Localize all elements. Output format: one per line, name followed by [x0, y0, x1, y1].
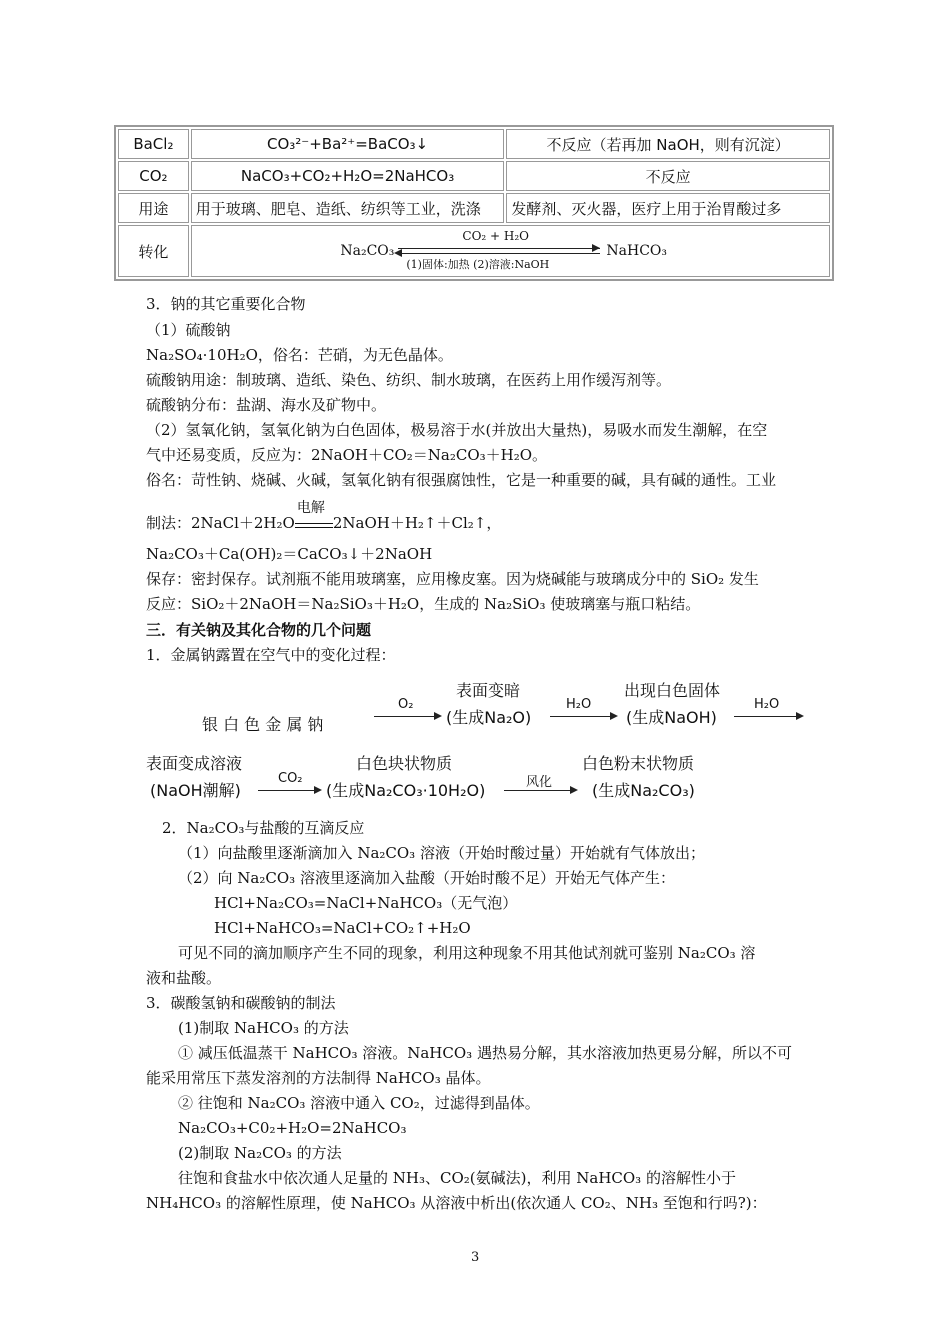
table-cell: 用于玻璃、肥皂、造纸、纺织等工业，洗涤 — [191, 193, 505, 223]
paragraph: (1)制取 NaHCO₃ 的方法 — [178, 1019, 349, 1037]
paragraph: NH₄HCO₃ 的溶解性原理，使 NaHCO₃ 从溶液中析出(依次通人 CO₂、NH₃ 至饱和行吗?)： — [146, 1194, 767, 1212]
equals-line-top — [295, 523, 333, 524]
table-row — [118, 161, 830, 191]
table-cell: NaCO₃+CO₂+H₂O=2NaHCO₃ — [191, 161, 505, 191]
equation: HCl+NaHCO₃=NaCl+CO₂↑+H₂O — [214, 919, 471, 937]
paragraph: 液和盐酸。 — [146, 969, 222, 987]
row-label: 用途 — [118, 193, 189, 223]
flow-arrow-head — [610, 712, 618, 720]
flow-node: (NaOH潮解) — [150, 781, 241, 800]
flow-arrow-line — [550, 716, 614, 717]
flow-node-top: 表面变成溶液 — [146, 754, 243, 773]
paragraph: 硫酸钠分布：盐湖、海水及矿物中。 — [146, 396, 387, 414]
paragraph: （2）氢氧化钠，氢氧化钠为白色固体，极易溶于水(并放出大量热)，易吸水而发生潮解，在空 — [146, 421, 768, 439]
row-label: CO₂ — [118, 161, 189, 191]
section-heading: 3．钠的其它重要化合物 — [146, 295, 306, 313]
question-heading: 1．金属钠露置在空气中的变化过程： — [146, 646, 396, 664]
paragraph: Na₂SO₄·10H₂O，俗名：芒硝，为无色晶体。 — [146, 346, 453, 364]
table-cell: CO₃²⁻+Ba²⁺=BaCO₃↓ — [191, 129, 505, 159]
paragraph: ② 往饱和 Na₂CO₃ 溶液中通入 CO₂，过滤得到晶体。 — [178, 1094, 540, 1112]
paragraph: (2)制取 Na₂CO₃ 的方法 — [178, 1144, 342, 1162]
flow-node: (生成Na₂CO₃·10H₂O) — [326, 781, 486, 800]
flow-node: (生成NaOH) — [626, 708, 717, 727]
electrolysis-label: 电解 — [296, 500, 325, 516]
conversion-bottom: (1)固体:加热 (2)溶液:NaOH — [406, 258, 550, 271]
flow-arrow-label: CO₂ — [278, 771, 303, 786]
flow-arrow-line — [258, 790, 318, 791]
flow-node-top: 白色粉末状物质 — [582, 754, 695, 773]
flow-node-top: 出现白色固体 — [624, 681, 721, 700]
flow-arrow-label: H₂O — [754, 697, 780, 712]
flow-arrow-head — [570, 786, 578, 794]
equation-left: 制法：2NaCl＋2H₂O — [146, 514, 295, 532]
flow-arrow-head — [314, 786, 322, 794]
equation-right: 2NaOH＋H₂↑＋Cl₂↑， — [332, 514, 502, 532]
flow-arrow-line — [374, 716, 438, 717]
reverse-arrow-line — [398, 253, 600, 254]
conversion-cell — [191, 225, 830, 277]
flow-node-top: 表面变暗 — [456, 681, 521, 700]
page-number: 3 — [471, 1250, 480, 1265]
flow-node-top: 白色块状物质 — [356, 754, 453, 773]
paragraph: 俗名：苛性钠、烧碱、火碱，氢氧化钠有很强腐蚀性，它是一种重要的碱，具有碱的通性。工业 — [146, 471, 777, 489]
forward-arrow-line — [398, 248, 600, 249]
flow-arrow-label: O₂ — [398, 697, 414, 712]
paragraph: 气中还易变质，反应为：2NaOH＋CO₂＝Na₂CO₃＋H₂O。 — [146, 446, 548, 464]
table-row — [118, 129, 830, 159]
paragraph: 硫酸钠用途：制玻璃、造纸、染色、纺织、制水玻璃，在医药上用作缓泻剂等。 — [146, 371, 672, 389]
flow-arrow-line — [504, 790, 574, 791]
conversion-top: CO₂ + H₂O — [462, 229, 530, 243]
paragraph: （2）向 Na₂CO₃ 溶液里逐滴加入盐酸（开始时酸不足）开始无气体产生： — [178, 869, 675, 887]
paragraph — [146, 500, 502, 533]
conversion-diagram — [340, 229, 680, 273]
table-cell: 不反应（若再加 NaOH，则有沉淀） — [506, 129, 830, 159]
paragraph: 反应：SiO₂＋2NaOH＝Na₂SiO₃＋H₂O，生成的 Na₂SiO₃ 使玻璃塞与瓶口粘结。 — [146, 595, 701, 613]
table-cell: 发酵剂、灭火器，医疗上用于治胃酸过多 — [506, 193, 830, 223]
paragraph: ① 减压低温蒸干 NaHCO₃ 溶液。NaHCO₃ 遇热易分解，其水溶液加热更易分解，所以不可 — [178, 1044, 792, 1062]
flow-arrow-label: H₂O — [566, 697, 592, 712]
part-heading: 三．有关钠及其化合物的几个问题 — [146, 621, 372, 639]
paragraph: Na₂CO₃＋Ca(OH)₂＝CaCO₃↓＋2NaOH — [146, 545, 433, 563]
flow-arrow-label: 风化 — [526, 775, 553, 790]
flow-node: (生成Na₂CO₃) — [592, 781, 695, 800]
paragraph: （1）向盐酸里逐渐滴加入 Na₂CO₃ 溶液（开始时酸过量）开始就有气体放出； — [178, 844, 705, 862]
paragraph: 保存：密封保存。试剂瓶不能用玻璃塞，应用橡皮塞。因为烧碱能与玻璃成分中的 SiO₂ 发生 — [146, 570, 759, 588]
forward-arrow-head — [592, 244, 600, 252]
flow-arrow-head — [796, 712, 804, 720]
reverse-arrow-head — [394, 249, 402, 257]
flow-node: (生成Na₂O) — [446, 708, 532, 727]
flow-start: 银 白 色 金 属 钠 — [202, 715, 324, 734]
paragraph: 往饱和食盐水中依次通人足量的 NH₃、CO₂(氨碱法)，利用 NaHCO₃ 的溶解性小于 — [178, 1169, 736, 1187]
flow-arrow-head — [434, 712, 442, 720]
row-label: BaCl₂ — [118, 129, 189, 159]
paragraph: 能采用常压下蒸发溶剂的方法制得 NaHCO₃ 晶体。 — [146, 1069, 491, 1087]
question-heading: 2．Na₂CO₃与盐酸的互滴反应 — [162, 819, 365, 837]
table-row — [118, 193, 830, 223]
table-cell: 不反应 — [506, 161, 830, 191]
paragraph: 可见不同的滴加顺序产生不同的现象，利用这种现象不用其他试剂就可鉴别 Na₂CO₃ 溶 — [178, 944, 756, 962]
subheading: （1）硫酸钠 — [146, 321, 231, 339]
table-row — [118, 225, 830, 277]
equals-line-bottom — [295, 527, 333, 528]
electrolysis-sign — [295, 500, 333, 528]
equation: Na₂CO₃+C0₂+H₂O=2NaHCO₃ — [178, 1119, 407, 1137]
flow-arrow-line — [734, 716, 800, 717]
conversion-left: Na₂CO₃ — [340, 243, 395, 259]
equation: HCl+Na₂CO₃=NaCl+NaHCO₃（无气泡） — [214, 894, 518, 912]
comparison-table — [114, 125, 834, 281]
question-heading: 3．碳酸氢钠和碳酸钠的制法 — [146, 994, 336, 1012]
conversion-right: NaHCO₃ — [606, 243, 667, 259]
row-label: 转化 — [118, 225, 189, 277]
